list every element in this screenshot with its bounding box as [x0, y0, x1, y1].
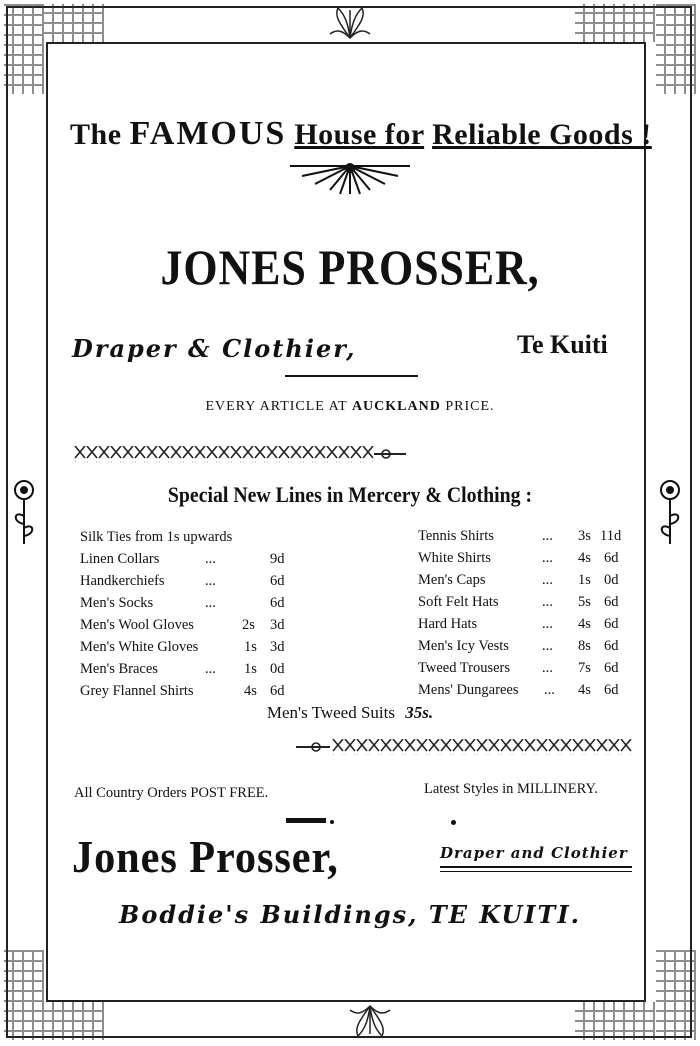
- price-pre: EVERY ARTICLE AT: [205, 399, 348, 414]
- sunburst-fleuron-icon: [290, 160, 410, 196]
- item-price-shillings: 4s: [578, 550, 591, 566]
- item-dots: ...: [542, 660, 553, 676]
- item-name: Silk Ties from 1s upwards: [80, 529, 233, 545]
- item-name: Hard Hats: [418, 616, 478, 632]
- item-price-pence: 11d: [600, 528, 622, 544]
- item-price-pence: 0d: [604, 572, 619, 588]
- cross-hatch-band-icon: [296, 737, 632, 757]
- divider-rule: [440, 866, 632, 868]
- divider-rule: [285, 375, 418, 377]
- price-post: PRICE.: [445, 399, 495, 414]
- item-price-pence: 6d: [604, 550, 619, 566]
- item-price-pence: 6d: [270, 573, 285, 589]
- item-dots: ...: [542, 528, 553, 544]
- price-bold: AUCKLAND: [351, 399, 441, 414]
- headline: [70, 115, 652, 153]
- divider-rule: [286, 818, 326, 823]
- item-name: Men's Socks: [80, 595, 154, 611]
- item-name: Tennis Shirts: [418, 528, 494, 544]
- item-dots: ...: [205, 573, 216, 589]
- item-name: Men's Icy Vests: [418, 638, 509, 654]
- millinery-line: Latest Styles in MILLINERY.: [424, 781, 598, 797]
- footer-business-name: Jones Prosser,: [72, 831, 339, 882]
- floral-border-icon: [4, 950, 44, 1040]
- item-name: Grey Flannel Shirts: [80, 683, 194, 699]
- floral-border-icon: [656, 4, 696, 94]
- floral-border-icon: [4, 4, 44, 94]
- item-name: Soft Felt Hats: [418, 594, 499, 610]
- suit-price: 35s.: [405, 703, 434, 722]
- item-dots: ...: [205, 595, 216, 611]
- item-price-shillings: 1s: [244, 661, 257, 677]
- item-name: Handkerchiefs: [80, 573, 165, 589]
- address: Boddie's Buildings, TE KUITI.: [119, 900, 581, 929]
- item-name: Linen Collars: [80, 551, 160, 567]
- divider-rule: [440, 871, 632, 872]
- cross-hatch-band-icon: [74, 444, 406, 464]
- item-name: Mens' Dungarees: [418, 682, 519, 698]
- floral-border-icon: [575, 1002, 655, 1040]
- suit-line: [0, 703, 700, 723]
- item-price-shillings: 2s: [242, 617, 255, 633]
- item-price-shillings: 3s: [578, 528, 591, 544]
- item-name: Tweed Trousers: [418, 660, 511, 676]
- business-name: JONES PROSSER,: [160, 239, 540, 295]
- item-name: Men's Caps: [418, 572, 486, 588]
- item-name: White Shirts: [418, 550, 491, 566]
- specials-title: Special New Lines in Mercery & Clothing :: [167, 482, 533, 507]
- item-price-pence: 6d: [270, 683, 285, 699]
- item-dots: ...: [205, 551, 216, 567]
- price-line: [0, 399, 700, 415]
- item-price-pence: 6d: [604, 616, 619, 632]
- suit-label: Men's Tweed Suits: [266, 703, 395, 722]
- floral-border-icon: [575, 4, 655, 42]
- leaf-fleuron-icon: [340, 1002, 400, 1040]
- floral-border-icon: [44, 1002, 104, 1040]
- item-price-shillings: 8s: [578, 638, 591, 654]
- trade-title: Draper & Clothier,: [72, 334, 357, 363]
- item-name: Men's Wool Gloves: [80, 617, 194, 633]
- item-price-shillings: 5s: [578, 594, 591, 610]
- headline-famous: FAMOUS: [129, 115, 287, 152]
- item-price-shillings: 7s: [578, 660, 591, 676]
- item-dots: ...: [542, 550, 553, 566]
- divider-dot: [330, 820, 334, 824]
- item-name: Men's White Gloves: [80, 639, 199, 655]
- item-price-pence: 6d: [604, 682, 619, 698]
- item-price-pence: 3d: [270, 639, 285, 655]
- item-price-shillings: 4s: [244, 683, 257, 699]
- item-price-shillings: 4s: [578, 682, 591, 698]
- item-dots: ...: [542, 572, 553, 588]
- item-dots: ...: [542, 638, 553, 654]
- leaf-fleuron-icon: [320, 4, 380, 42]
- item-price-pence: 0d: [270, 661, 285, 677]
- footer-trade: Draper and Clothier: [440, 844, 628, 862]
- floral-border-icon: [44, 4, 104, 42]
- item-dots: ...: [544, 682, 555, 698]
- headline-pre: The: [70, 118, 122, 151]
- town-name: Te Kuiti: [517, 330, 608, 359]
- headline-end: Reliable Goods !: [432, 118, 652, 151]
- item-dots: ...: [205, 661, 216, 677]
- item-price-shillings: 1s: [244, 639, 257, 655]
- item-price-pence: 6d: [270, 595, 285, 611]
- item-price-shillings: 4s: [578, 616, 591, 632]
- item-price-pence: 6d: [604, 660, 619, 676]
- item-price-shillings: 1s: [578, 572, 591, 588]
- item-name: Men's Braces: [80, 661, 158, 677]
- item-price-pence: 6d: [604, 638, 619, 654]
- item-price-pence: 6d: [604, 594, 619, 610]
- country-orders: All Country Orders POST FREE.: [74, 785, 269, 801]
- item-dots: ...: [542, 616, 553, 632]
- divider-dot: [451, 820, 456, 825]
- item-price-pence: 9d: [270, 551, 285, 567]
- floral-border-icon: [656, 950, 696, 1040]
- headline-post: House for: [294, 118, 425, 151]
- item-dots: ...: [542, 594, 553, 610]
- item-price-pence: 3d: [270, 617, 285, 633]
